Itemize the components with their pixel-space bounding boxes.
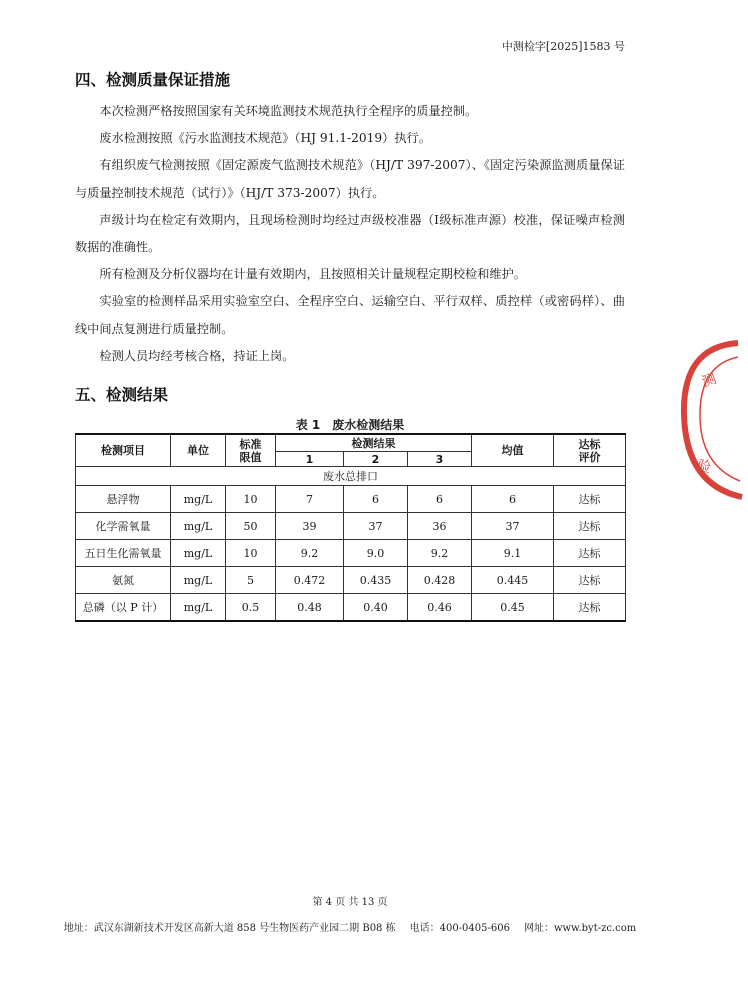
paragraph: 实验室的检测样品采用实验室空白、全程序空白、运输空白、平行双样、质控样（或密码样）、曲线中间点复测进行质量控制。 [75, 294, 625, 336]
cell-mean: 0.45 [472, 594, 554, 622]
paragraph: 检测人员均经考核合格，持证上岗。 [99, 348, 295, 363]
header-mean: 均值 [472, 434, 554, 467]
paragraph: 所有检测及分析仪器均在计量有效期内，且按照相关计量规程定期校检和维护。 [99, 267, 526, 282]
wastewater-results-table [75, 433, 626, 622]
header-limit-line1: 标准 [239, 437, 262, 451]
cell-result-2: 6 [344, 486, 408, 513]
section-heading-quality-assurance: 四、检测质量保证措施 [75, 71, 231, 89]
cell-result-1: 0.472 [276, 567, 344, 594]
seal-char: 验 [694, 457, 713, 477]
cell-limit: 10 [226, 486, 276, 513]
cell-result-1: 39 [276, 513, 344, 540]
cell-item: 总磷（以 P 计） [76, 594, 171, 622]
cell-mean: 37 [472, 513, 554, 540]
cell-evaluation: 达标 [554, 594, 626, 622]
footer-website: 网址：www.byt-zc.com [523, 923, 637, 934]
header-result-1: 1 [276, 452, 344, 467]
cell-result-3: 6 [408, 486, 472, 513]
footer-address: 地址：武汉东湖新技术开发区高新大道 858 号生物医药产业园二期 B08 栋 [63, 923, 396, 934]
cell-result-3: 36 [408, 513, 472, 540]
cell-item: 悬浮物 [76, 486, 171, 513]
cell-result-1: 7 [276, 486, 344, 513]
cell-unit: mg/L [171, 513, 226, 540]
seal-ring [684, 343, 742, 497]
header-limit-line2: 限值 [239, 450, 262, 464]
table-caption-title: 废水检测结果 [332, 418, 405, 432]
header-eval-line2: 评价 [578, 450, 601, 464]
section-heading-results: 五、检测结果 [75, 386, 169, 404]
cell-unit: mg/L [171, 486, 226, 513]
cell-result-3: 0.46 [408, 594, 472, 622]
table-row [76, 486, 626, 513]
table-row [76, 513, 626, 540]
paragraph: 本次检测严格按照国家有关环境监测技术规范执行全程序的质量控制。 [99, 104, 478, 118]
cell-unit: mg/L [171, 540, 226, 567]
table-row [76, 594, 626, 622]
cell-limit: 50 [226, 513, 276, 540]
cell-result-3: 9.2 [408, 540, 472, 567]
group-row [76, 467, 626, 486]
report-number: 中测检字[2025]1583 号 [501, 40, 625, 53]
footer-phone: 电话：400-0405-606 [409, 923, 510, 934]
header-results: 检测结果 [276, 434, 472, 452]
cell-limit: 5 [226, 567, 276, 594]
cell-item: 五日生化需氧量 [76, 540, 171, 567]
cell-item: 化学需氧量 [76, 513, 171, 540]
header-unit: 单位 [171, 434, 226, 467]
header-item: 检测项目 [76, 434, 171, 467]
cell-mean: 0.445 [472, 567, 554, 594]
cell-mean: 6 [472, 486, 554, 513]
group-label: 废水总排口 [76, 467, 626, 486]
cell-evaluation: 达标 [554, 513, 626, 540]
quality-assurance-text [75, 98, 625, 370]
header-evaluation [554, 434, 626, 467]
footer-contact [0, 919, 700, 934]
paragraph: 有组织废气检测按照《固定源废气监测技术规范》（HJ/T 397-2007）、《固定污染源监测质量保证与质量控制技术规范（试行）》（HJ/T 373-2007）执行。 [75, 158, 625, 200]
cell-evaluation: 达标 [554, 540, 626, 567]
header-eval-line1: 达标 [578, 437, 601, 451]
table-caption-number: 表 1 [295, 418, 321, 432]
header-limit [226, 434, 276, 467]
cell-unit: mg/L [171, 567, 226, 594]
page-number: 第 4 页 共 13 页 [312, 897, 388, 908]
cell-unit: mg/L [171, 594, 226, 622]
cell-mean: 9.1 [472, 540, 554, 567]
cell-result-2: 9.0 [344, 540, 408, 567]
cell-evaluation: 达标 [554, 567, 626, 594]
cell-result-3: 0.428 [408, 567, 472, 594]
cell-result-2: 0.435 [344, 567, 408, 594]
table-row [76, 567, 626, 594]
header-result-3: 3 [408, 452, 472, 467]
cell-item: 氨氮 [76, 567, 171, 594]
paragraph: 声级计均在检定有效期内，且现场检测时均经过声级校准器（Ⅰ级标准声源）校准，保证噪声检测数据的准确性。 [75, 212, 625, 255]
cell-result-2: 37 [344, 513, 408, 540]
seal-char: 测 [699, 370, 719, 391]
cell-limit: 0.5 [226, 594, 276, 622]
header-result-2: 2 [344, 452, 408, 467]
cell-result-1: 9.2 [276, 540, 344, 567]
seal-stamp-icon [678, 335, 748, 505]
table-row [76, 540, 626, 567]
cell-evaluation: 达标 [554, 486, 626, 513]
table-caption [0, 416, 700, 433]
paragraph: 废水检测按照《污水监测技术规范》（HJ 91.1-2019）执行。 [99, 131, 431, 146]
cell-result-2: 0.40 [344, 594, 408, 622]
cell-result-1: 0.48 [276, 594, 344, 622]
cell-limit: 10 [226, 540, 276, 567]
